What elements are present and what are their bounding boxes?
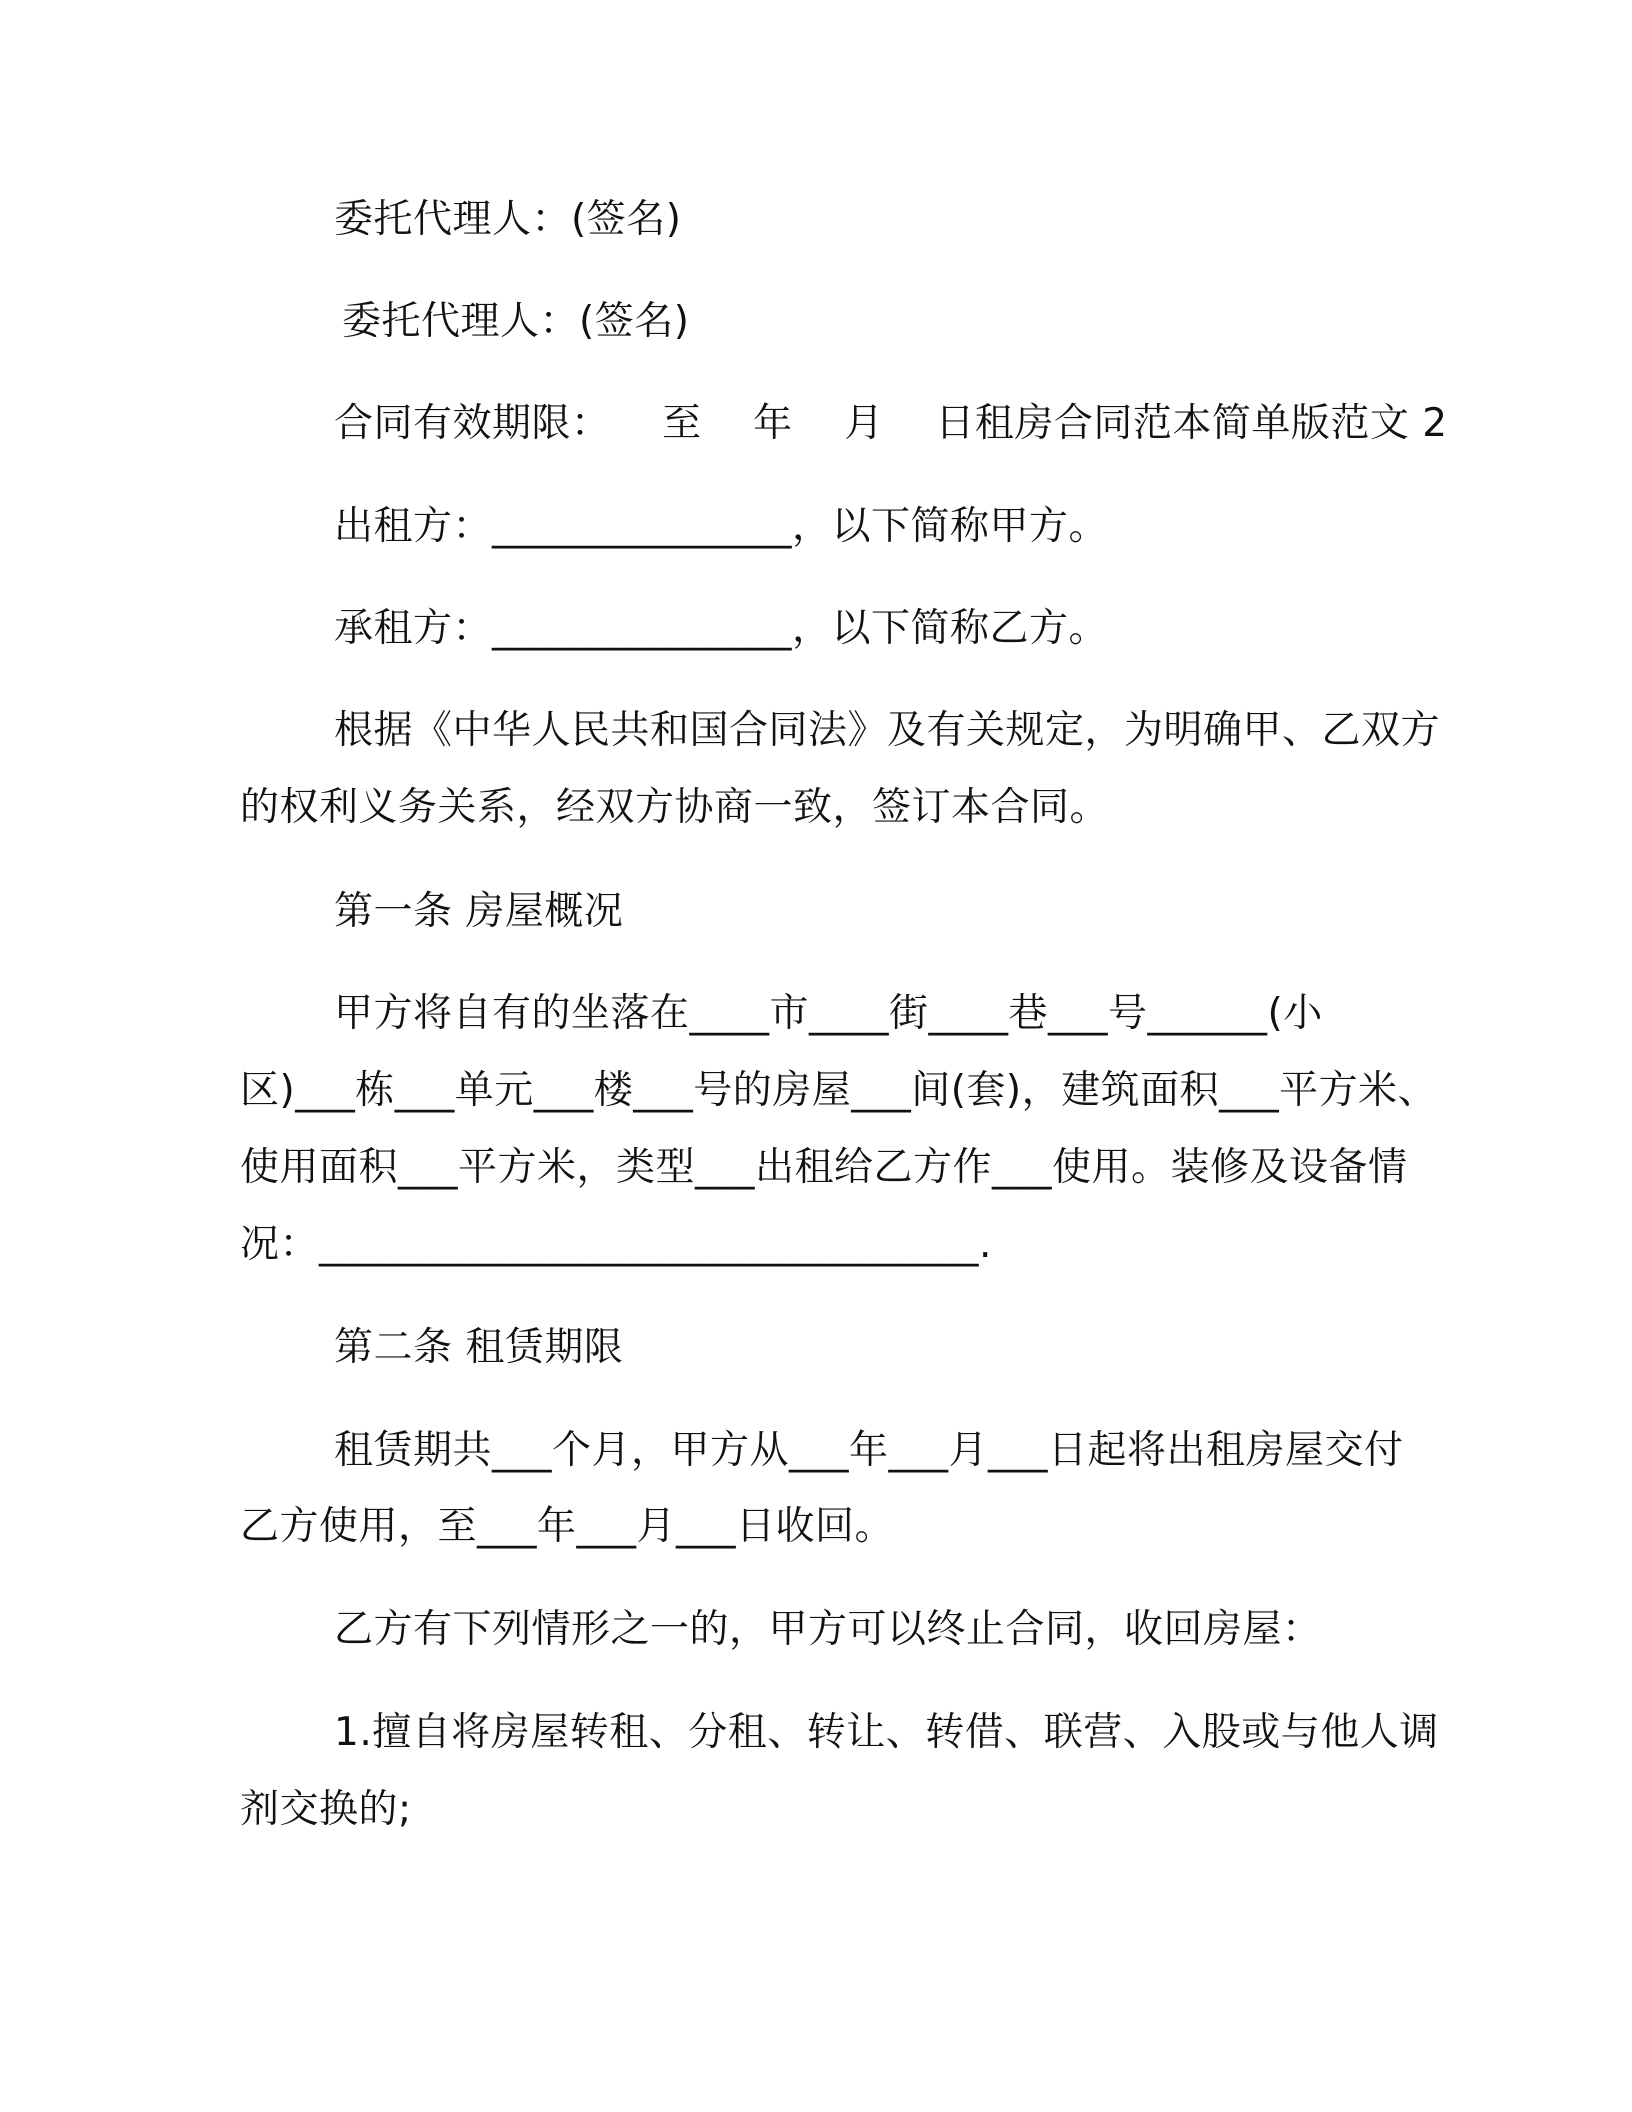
article-1-heading: 第一条 房屋概况	[334, 889, 624, 934]
article-2-line-2: 乙方使用，至___年___月___日收回。	[240, 1504, 895, 1549]
condition-1-line-2: 剂交换的;	[240, 1787, 412, 1832]
termination-conditions-line: 乙方有下列情形之一的，甲方可以终止合同，收回房屋：	[334, 1607, 1322, 1652]
article-1-line-2: 区)___栋___单元___楼___号的房屋___间(套)，建筑面积___平方米、	[240, 1068, 1438, 1113]
article-1-line-4: 况：_________________________________.	[240, 1222, 992, 1267]
article-2-heading: 第二条 租赁期限	[334, 1325, 624, 1370]
lessor-line: 出租方：_______________，以下简称甲方。	[334, 504, 1109, 549]
preamble-line-1: 根据《中华人民共和国合同法》及有关规定，为明确甲、乙双方	[334, 708, 1441, 753]
condition-1-line-1: 1.擅自将房屋转租、分租、转让、转借、联营、入股或与他人调	[334, 1710, 1439, 1755]
article-1-line-1: 甲方将自有的坐落在____市____街____巷___号______(小	[334, 991, 1323, 1036]
lessee-line: 承租方：_______________，以下简称乙方。	[334, 606, 1109, 651]
agent-signature-line-2: 委托代理人：(签名)	[342, 299, 690, 344]
preamble-line-2: 的权利义务关系，经双方协商一致，签订本合同。	[240, 785, 1110, 830]
article-1-line-3: 使用面积___平方米，类型___出租给乙方作___使用。装修及设备情	[240, 1145, 1408, 1190]
article-2-line-1: 租赁期共___个月，甲方从___年___月___日起将出租房屋交付	[334, 1428, 1404, 1473]
agent-signature-line-1: 委托代理人：(签名)	[334, 197, 682, 242]
contract-validity-line: 合同有效期限： 至 年 月 日租房合同范本简单版范文 2	[334, 401, 1448, 446]
